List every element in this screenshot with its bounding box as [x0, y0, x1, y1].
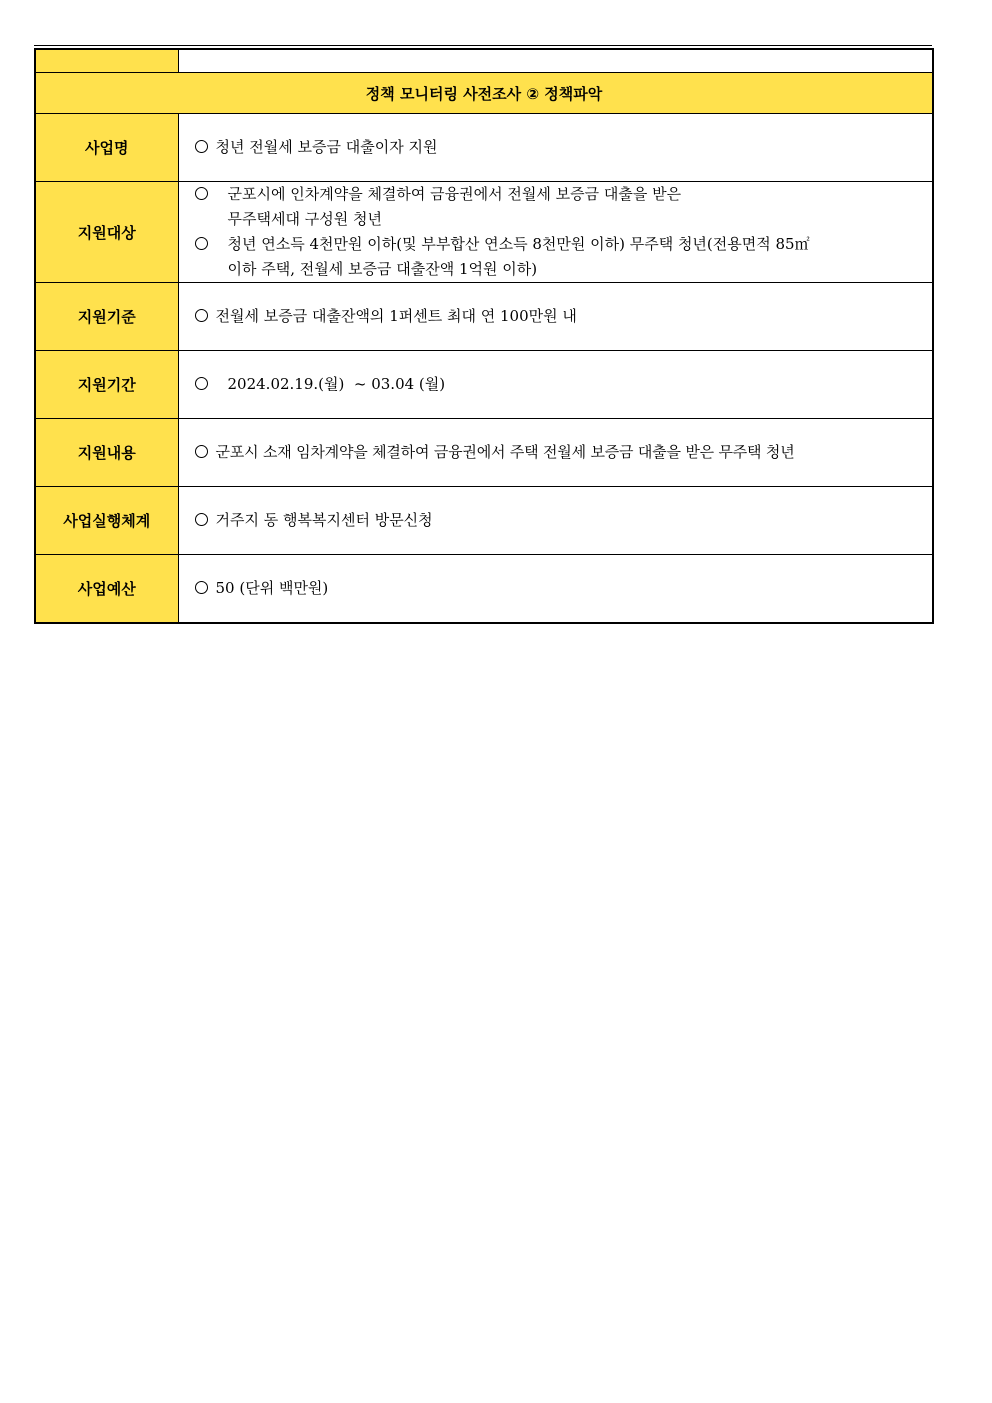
- content-execution-system: [178, 487, 933, 555]
- item-text: 50 (단위 백만원): [215, 579, 329, 597]
- list-item: [195, 304, 925, 329]
- top-empty-row: [35, 49, 933, 73]
- content-support-target: [178, 182, 933, 283]
- row-execution-system: [35, 487, 933, 555]
- policy-table: [34, 48, 934, 624]
- content-budget: [178, 555, 933, 624]
- label-execution-system: 사업실행체계: [35, 487, 178, 555]
- list-item: [195, 182, 925, 232]
- item-text: 2024.02.19.(월) ~ 03.04 (월): [227, 375, 446, 393]
- top-rule: [34, 45, 932, 46]
- label-project-name: 사업명: [35, 114, 178, 182]
- content-support-content: [178, 419, 933, 487]
- item-text-line: 청년 연소득 4천만원 이하(및 부부합산 연소득 8천만원 이하) 무주택 청년(전용면적 85㎡: [227, 235, 810, 253]
- top-empty-content-cell: [178, 49, 933, 73]
- list-item: [195, 576, 925, 601]
- row-project-name: [35, 114, 933, 182]
- list-item: [195, 372, 925, 397]
- circle-bullet-icon: [195, 377, 208, 390]
- content-support-criteria: [178, 283, 933, 351]
- circle-bullet-icon: [195, 581, 208, 594]
- circle-bullet-icon: [195, 309, 208, 322]
- item-text-line: 이하 주택, 전월세 보증금 대출잔액 1억원 이하): [227, 260, 538, 278]
- content-project-name: [178, 114, 933, 182]
- circle-bullet-icon: [195, 237, 208, 250]
- item-text: 전월세 보증금 대출잔액의 1퍼센트 최대 연 100만원 내: [215, 307, 577, 325]
- circle-bullet-icon: [195, 445, 208, 458]
- label-budget: 사업예산: [35, 555, 178, 624]
- item-text: 군포시 소재 임차계약을 체결하여 금융권에서 주택 전월세 보증금 대출을 받은 무주택 청년: [215, 443, 795, 461]
- list-item: [195, 135, 925, 160]
- label-support-criteria: 지원기준: [35, 283, 178, 351]
- item-text-line: 군포시에 인차계약을 체결하여 금융권에서 전월세 보증금 대출을 받은: [227, 185, 682, 203]
- circle-bullet-icon: [195, 187, 208, 200]
- row-budget: [35, 555, 933, 624]
- list-item: [195, 508, 925, 533]
- row-support-period: [35, 351, 933, 419]
- table-title: 정책 모니터링 사전조사 ② 정책파악: [35, 73, 933, 114]
- label-support-period: 지원기간: [35, 351, 178, 419]
- top-empty-label-cell: [35, 49, 178, 73]
- label-support-target: 지원대상: [35, 182, 178, 283]
- circle-bullet-icon: [195, 513, 208, 526]
- label-support-content: 지원내용: [35, 419, 178, 487]
- list-item: [195, 440, 925, 465]
- item-text-line: 무주택세대 구성원 청년: [227, 210, 382, 228]
- row-support-content: [35, 419, 933, 487]
- row-support-target: [35, 182, 933, 283]
- row-support-criteria: [35, 283, 933, 351]
- title-row: [35, 73, 933, 114]
- circle-bullet-icon: [195, 140, 208, 153]
- item-text: 청년 전월세 보증금 대출이자 지원: [215, 138, 438, 156]
- list-item: [195, 232, 925, 282]
- content-support-period: [178, 351, 933, 419]
- item-text: 거주지 동 행복복지센터 방문신청: [215, 511, 433, 529]
